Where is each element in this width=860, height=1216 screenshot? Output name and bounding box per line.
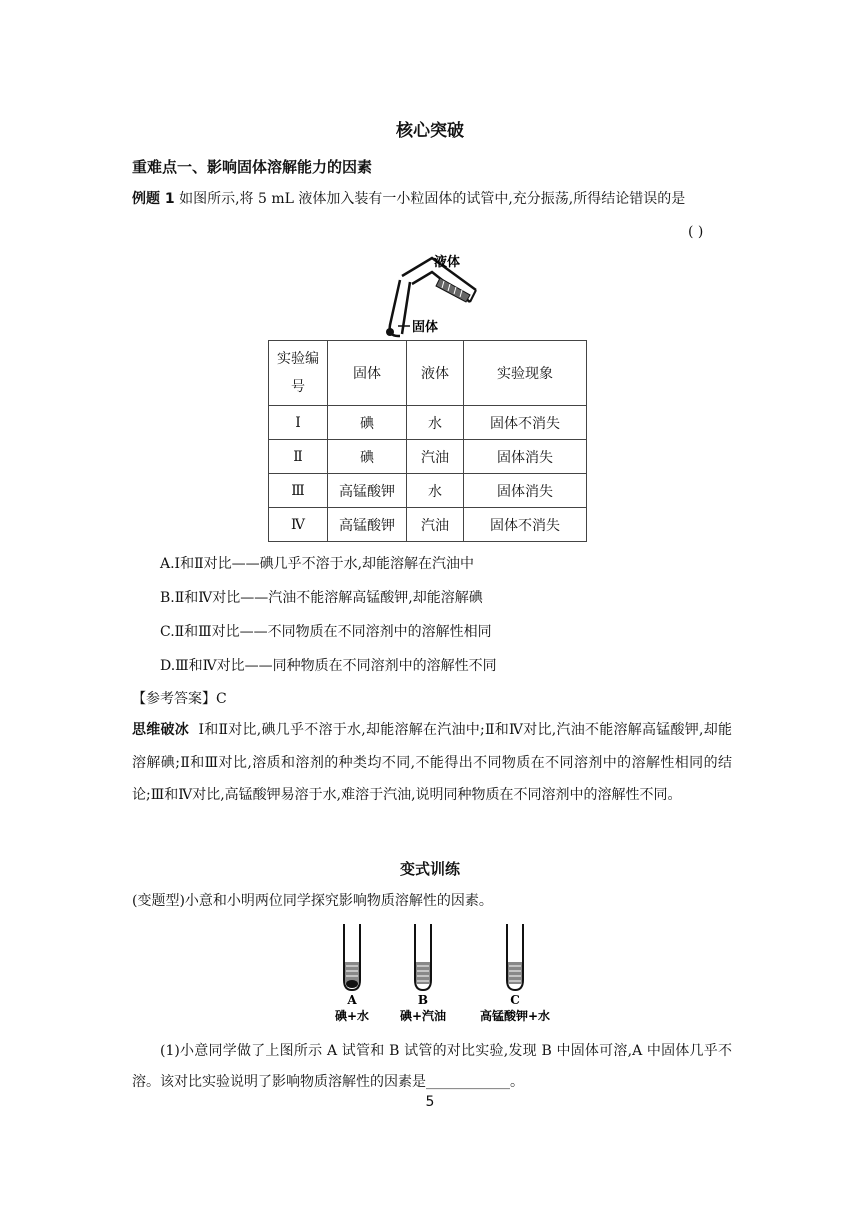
table-cell: 高锰酸钾 (328, 508, 407, 542)
table-header-cell: 固体 (328, 341, 407, 406)
table-cell: 水 (407, 474, 464, 508)
tube-b (400, 924, 446, 1023)
tube-b-caption: 碘+汽油 (399, 1009, 447, 1023)
liquid-label: 液体 (434, 255, 461, 270)
tube-c-letter: C (510, 993, 520, 1007)
table-cell: 固体不消失 (464, 508, 587, 542)
example-text: 如图所示,将 5 mL 液体加入装有一小粒固体的试管中,充分振荡,所得结论错误的是 (179, 191, 686, 207)
table-cell: 固体不消失 (464, 406, 587, 440)
table-cell: 水 (407, 406, 464, 440)
table-cell: Ⅱ (269, 440, 328, 474)
option-d: D.Ⅲ和Ⅳ对比——同种物质在不同溶剂中的溶解性不同 (160, 658, 497, 674)
tube-c (480, 924, 550, 1023)
solid-label: 固体 (412, 320, 439, 335)
variant-heading: 变式训练 (399, 860, 460, 878)
reference-answer: 【参考答案】C (132, 691, 227, 707)
table-header-cell: 实验编号 (269, 341, 328, 406)
table-row (269, 406, 587, 440)
question-1: (1)小意同学做了上图所示 A 试管和 B 试管的对比实验,发现 B 中固体可溶,A 中固体几乎不溶。该对比实验说明了影响物质溶解性的因素是____________。 (132, 1043, 732, 1090)
option-b: B.Ⅱ和Ⅳ对比——汽油不能溶解高锰酸钾,却能溶解碘 (160, 590, 483, 606)
option-a: A.Ⅰ和Ⅱ对比——碘几乎不溶于水,却能溶解在汽油中 (160, 556, 475, 572)
page-number: 5 (425, 1094, 435, 1110)
three-tubes-figure (330, 920, 570, 1030)
test-tube-figure (370, 250, 500, 340)
table-cell: 碘 (328, 406, 407, 440)
table-cell: 汽油 (407, 508, 464, 542)
analysis-label: 思维破冰 (132, 722, 190, 738)
table-cell: Ⅳ (269, 508, 328, 542)
table-cell: 汽油 (407, 440, 464, 474)
example-question (132, 189, 732, 209)
tube-a-letter: A (347, 993, 357, 1007)
table-cell: 固体消失 (464, 440, 587, 474)
table-cell: Ⅲ (269, 474, 328, 508)
table-cell: Ⅰ (269, 406, 328, 440)
experiment-table (268, 340, 587, 542)
table-header-cell: 液体 (407, 341, 464, 406)
option-c: C.Ⅱ和Ⅲ对比——不同物质在不同溶剂中的溶解性相同 (160, 624, 492, 640)
table-cell: 碘 (328, 440, 407, 474)
tube-b-letter: B (417, 993, 429, 1007)
table-row (269, 440, 587, 474)
page-title: 核心突破 (396, 121, 464, 141)
tube-a-caption: 碘+水 (334, 1009, 370, 1023)
table-header-cell: 实验现象 (464, 341, 587, 406)
table-row (269, 508, 587, 542)
tube-a (335, 924, 369, 1023)
analysis-text: Ⅰ和Ⅱ对比,碘几乎不溶于水,却能溶解在汽油中;Ⅱ和Ⅳ对比,汽油不能溶解高锰酸钾,却能溶解碘;Ⅱ和Ⅲ对比,溶质和溶剂的种类均不同,不能得出不同物质在不同溶剂中的溶解性相同的结论;Ⅲ和Ⅳ对比,高锰酸钾易溶于水,难溶于汽油,说明同种物质在不同溶剂中的溶解性不同。 (132, 722, 732, 803)
analysis-paragraph (132, 714, 732, 812)
section-heading: 重难点一、影响固体溶解能力的因素 (132, 158, 373, 176)
table-row (269, 474, 587, 508)
tube-c-caption: 高锰酸钾+水 (479, 1009, 551, 1023)
table-cell: 固体消失 (464, 474, 587, 508)
table-cell: 高锰酸钾 (328, 474, 407, 508)
variant-intro: (变题型)小意和小明两位同学探究影响物质溶解性的因素。 (132, 893, 493, 909)
example-label: 例题 1 (132, 191, 175, 207)
answer-parenthesis: ( ) (688, 224, 704, 240)
table-header-row (269, 341, 587, 406)
